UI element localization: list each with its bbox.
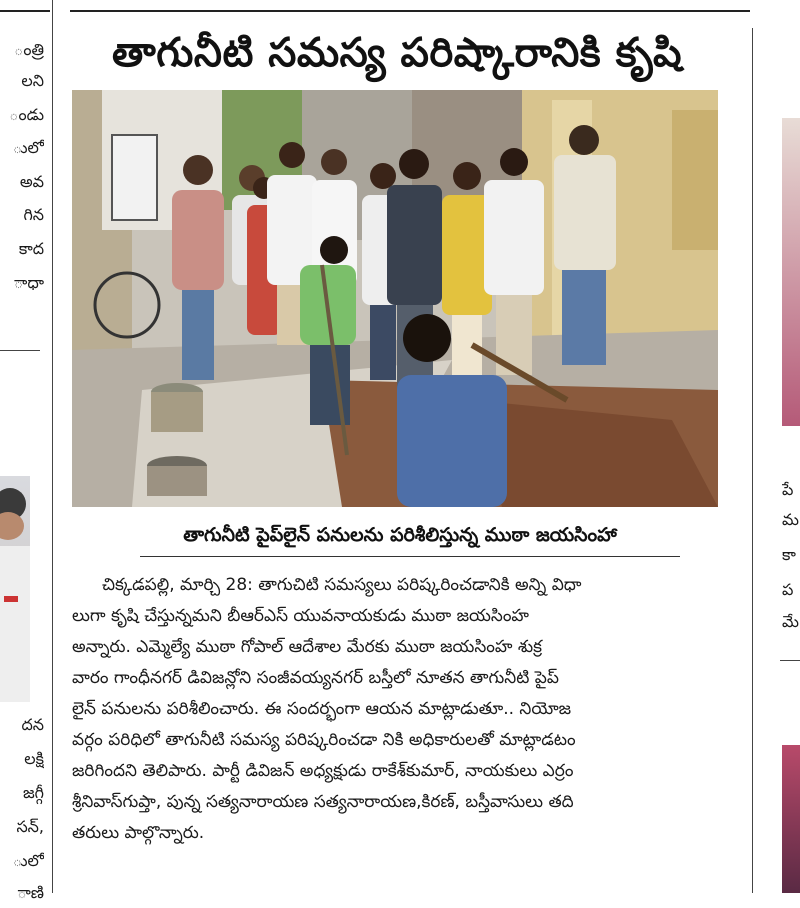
- body-line: లుగా కృషి చేస్తున్నమని బీఆర్ఎస్ యువనాయకుడు ముఠా జయసింహ: [72, 606, 529, 626]
- left-fragment: ంత్రి: [14, 40, 44, 59]
- left-fragment: ులో: [12, 851, 44, 870]
- body-line: చిక్కడపల్లి, మార్చి 28: తాగుచిటి సమస్యలు పరిష్కరించడానికి అన్ని విధా: [102, 575, 582, 595]
- article-headline: తాగునీటి సమస్య పరిష్కారానికి కృషి: [111, 30, 683, 76]
- left-fragment: గిన: [23, 205, 44, 224]
- left-fragment: అవ: [19, 172, 44, 191]
- column-divider-left: [52, 0, 53, 893]
- right-fragment: పే: [782, 480, 794, 499]
- right-column-rule: [780, 660, 800, 661]
- photo-caption: తాగునీటి పైప్‌లైన్ పనులను పరిశీలిస్తున్న ముఠా జయసింహా: [183, 524, 617, 546]
- body-line: శ్రీనివాస్‌గుప్తా, పున్న సత్యనారాయణ సత్యనారాయణ,కిరణ్, బస్తీవాసులు తది: [72, 792, 574, 812]
- body-line: వారం గాంధీనగర్ డివిజన్లోని సంజీవయ్యనగర్ బస్తీలో నూతన తాగునీటి పైప్: [72, 668, 559, 688]
- left-fragment: జగ్గీ: [22, 783, 44, 802]
- left-fragment: లని: [21, 71, 44, 90]
- body-line: తరులు పాల్గొన్నారు.: [72, 823, 205, 843]
- left-fragment: లక్షి: [24, 749, 44, 768]
- top-rule: [70, 0, 750, 12]
- left-fragment: దన: [21, 715, 44, 734]
- left-fragment: ండు: [9, 105, 44, 124]
- left-fragment: సన్,: [16, 817, 44, 836]
- right-column-photo-top: [782, 118, 800, 426]
- right-fragment: కా: [782, 545, 796, 564]
- right-fragment: ప: [782, 580, 794, 599]
- top-rule-left: [0, 0, 50, 12]
- right-fragment: మ: [782, 510, 799, 529]
- right-fragment: మే: [782, 612, 799, 631]
- body-line: లైన్ పనులను పరిశీలించారు. ఈ సందర్భంగా ఆయన మాట్లాడుతూ.. నియోజ: [72, 699, 572, 719]
- left-fragment: ాణి: [17, 883, 44, 902]
- body-line: వర్గం పరిధిలో తాగునీటి సమస్య పరిష్కరించడా నికి అధికారులతో మాట్లాడటం: [72, 730, 576, 750]
- article-photo: [72, 90, 718, 507]
- column-divider-right: [752, 28, 753, 893]
- left-fragment: కాద: [18, 239, 44, 258]
- left-fragment: ులో: [12, 138, 44, 157]
- right-column-photo-bottom: [782, 745, 800, 893]
- left-column-photo: [0, 476, 30, 702]
- article-body: [72, 570, 722, 849]
- caption-rule: [140, 556, 680, 557]
- body-line: అన్నారు. ఎమ్మెల్యే ముఠా గోపాల్ ఆదేశాల మేరకు ముఠా జయసింహ శుక్ర: [72, 637, 542, 657]
- left-column-rule: [0, 350, 40, 351]
- body-line: జరిగిందని తెలిపారు. పార్టీ డివిజన్ అధ్యక్షుడు రాకేశ్‌కుమార్, నాయకులు ఎర్రం: [72, 761, 574, 781]
- left-fragment: ాధా: [13, 273, 44, 292]
